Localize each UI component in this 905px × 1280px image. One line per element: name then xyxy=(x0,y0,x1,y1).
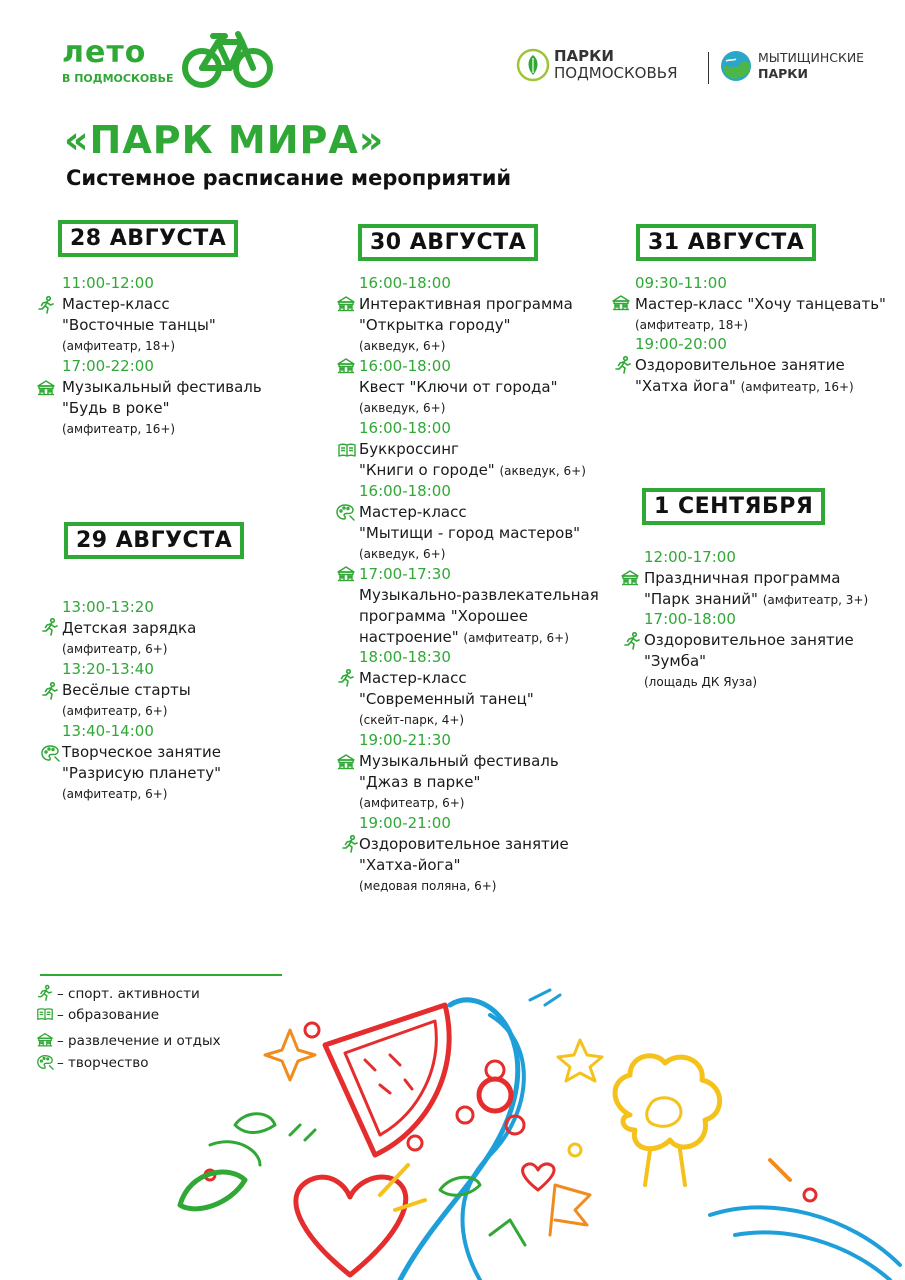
event-location: (амфитеатр, 6+) xyxy=(463,631,569,645)
sport-icon xyxy=(340,834,360,854)
sport-icon xyxy=(40,617,60,637)
date-header: 30 АВГУСТА xyxy=(358,224,538,261)
legend-item: – образование xyxy=(36,1005,159,1023)
event-title-line: Музыкально-развлекательная xyxy=(359,586,599,604)
sheep-icon xyxy=(615,1056,720,1149)
event-time: 16:00-18:00 xyxy=(359,482,451,500)
event-time: 18:00-18:30 xyxy=(359,648,451,666)
page-subtitle: Системное расписание мероприятий xyxy=(66,166,512,190)
date-header: 1 СЕНТЯБРЯ xyxy=(642,488,825,525)
event-title-line: Детская зарядка xyxy=(62,619,197,637)
leisure-icon xyxy=(620,568,640,588)
parks-logo-line1: ПАРКИ xyxy=(554,47,614,65)
event-title-line: "Разрисую планету" xyxy=(62,764,222,782)
event xyxy=(359,564,599,649)
leaf-emblem-icon xyxy=(516,48,550,82)
event-location: (акведук, 6+) xyxy=(359,401,446,415)
event-title-line: Мастер-класс xyxy=(359,503,467,521)
sport-icon xyxy=(40,681,60,701)
event-title-line: "Зумба" xyxy=(644,652,707,670)
event-location: (амфитеатр, 3+) xyxy=(762,593,869,607)
event-location: (амфитеатр, 6+) xyxy=(62,787,168,801)
legend-item: – развлечение и отдых xyxy=(36,1031,221,1049)
event-title-line: "Открытка городу" xyxy=(359,316,511,334)
brand-subtitle: В ПОДМОСКОВЬЕ xyxy=(62,72,174,85)
education-icon xyxy=(337,440,357,460)
globe-emblem-icon xyxy=(720,50,752,82)
event xyxy=(62,659,191,722)
event xyxy=(635,334,854,398)
leisure-icon xyxy=(336,356,356,376)
sport-icon xyxy=(36,984,54,1002)
red-circle-shape xyxy=(479,1079,511,1111)
event-location: (амфитеатр, 18+) xyxy=(62,339,176,353)
event-location: (амфитеатр, 6+) xyxy=(62,704,168,718)
event-title-line: "Будь в роке" xyxy=(62,399,170,417)
event-title-line: "Хатха йога" (амфитеатр, 16+) xyxy=(635,377,854,395)
event-time: 13:40-14:00 xyxy=(62,722,154,740)
event-location: (амфитеатр, 16+) xyxy=(62,422,176,436)
bicycle-icon xyxy=(180,28,275,90)
parks-logo-line2: ПОДМОСКОВЬЯ xyxy=(554,64,678,82)
event xyxy=(359,813,569,897)
event xyxy=(359,481,580,565)
decorative-summer-illustration xyxy=(150,985,905,1280)
sparkle-icon xyxy=(265,1030,315,1080)
event-title-line: Музыкальный фестиваль xyxy=(62,378,262,396)
event-title-line: Праздничная программа xyxy=(644,569,841,587)
summer-brand-logo xyxy=(62,35,174,85)
event xyxy=(62,721,221,805)
leisure-icon xyxy=(336,294,356,314)
event-title-line: Мастер-класс xyxy=(359,669,467,687)
event xyxy=(62,597,196,660)
event-location: (акведук, 6+) xyxy=(359,339,446,353)
event-title-line: "Книги о городе" (акведук, 6+) xyxy=(359,461,586,479)
event-location: (лощадь ДК Яуза) xyxy=(644,675,758,689)
flag-icon xyxy=(550,1185,590,1235)
legend-item: – творчество xyxy=(36,1053,148,1071)
event-title-line: Оздоровительное занятие xyxy=(635,356,845,374)
event-location: (акведук, 6+) xyxy=(359,547,446,561)
leisure-icon xyxy=(336,752,356,772)
event-title-line: Оздоровительное занятие xyxy=(359,835,569,853)
education-icon xyxy=(36,1005,54,1023)
legend-divider xyxy=(40,974,282,976)
event-location: (амфитеатр, 18+) xyxy=(635,318,749,332)
event-location: (акведук, 6+) xyxy=(499,464,586,478)
legend-item: – спорт. активности xyxy=(36,984,200,1002)
leisure-icon xyxy=(336,564,356,584)
event xyxy=(62,356,262,440)
event-time: 19:00-21:30 xyxy=(359,731,451,749)
mytishchi-logo-line2: ПАРКИ xyxy=(758,66,808,81)
logo-divider xyxy=(708,52,709,84)
event-title-line: "Парк знаний" (амфитеатр, 3+) xyxy=(644,590,869,608)
event-location: (медовая поляна, 6+) xyxy=(359,879,497,893)
event-time: 17:00-22:00 xyxy=(62,357,154,375)
blue-ribbon-shape xyxy=(400,1000,518,1280)
parks-podmoskovya-logo xyxy=(516,48,678,82)
event xyxy=(644,609,854,693)
date-header: 28 АВГУСТА xyxy=(58,220,238,257)
event-time: 09:30-11:00 xyxy=(635,274,727,292)
event-title-line: Оздоровительное занятие xyxy=(644,631,854,649)
event xyxy=(359,730,559,814)
event-title-line: Весёлые старты xyxy=(62,681,191,699)
sport-icon xyxy=(622,631,642,651)
event-location: (амфитеатр, 6+) xyxy=(359,796,465,810)
watermelon-slice-icon xyxy=(325,1005,449,1155)
event xyxy=(359,356,558,419)
brand-title: лето xyxy=(62,35,147,70)
event-title-line: "Мытищи - город мастеров" xyxy=(359,524,581,542)
event-location: (скейт-парк, 4+) xyxy=(359,713,465,727)
event-time: 11:00-12:00 xyxy=(62,274,154,292)
event-location: (амфитеатр, 6+) xyxy=(62,642,168,656)
event-title-line: настроение" (амфитеатр, 6+) xyxy=(359,628,569,646)
creativity-icon xyxy=(40,743,60,763)
event-time: 17:00-18:00 xyxy=(644,610,736,628)
event-title-line: "Хатха-йога" xyxy=(359,856,461,874)
star-icon xyxy=(558,1040,602,1081)
event xyxy=(359,418,586,482)
sport-icon xyxy=(36,295,56,315)
event-title-line: Музыкальный фестиваль xyxy=(359,752,559,770)
event-time: 13:00-13:20 xyxy=(62,598,154,616)
event-time: 16:00-18:00 xyxy=(359,274,451,292)
event-time: 17:00-17:30 xyxy=(359,565,451,583)
page-title: «ПАРК МИРА» xyxy=(64,118,385,162)
mytishchi-logo-line1: МЫТИЩИНСКИЕ xyxy=(758,50,865,65)
leisure-icon xyxy=(611,293,631,313)
date-header: 31 АВГУСТА xyxy=(636,224,816,261)
sport-icon xyxy=(613,355,633,375)
sport-icon xyxy=(336,668,356,688)
event-title-line: Творческое занятие xyxy=(62,743,221,761)
event-title-line: Интерактивная программа xyxy=(359,295,573,313)
event-title-line: Буккроссинг xyxy=(359,440,459,458)
leisure-icon xyxy=(36,378,56,398)
event-title-line: Мастер-класс xyxy=(62,295,170,313)
event-time: 16:00-18:00 xyxy=(359,357,451,375)
event-time: 19:00-21:00 xyxy=(359,814,451,832)
event-title-line: "Восточные танцы" xyxy=(62,316,216,334)
event-time: 16:00-18:00 xyxy=(359,419,451,437)
event-title-line: "Современный танец" xyxy=(359,690,534,708)
event-time: 13:20-13:40 xyxy=(62,660,154,678)
event-title-line: Мастер-класс "Хочу танцевать" xyxy=(635,295,886,313)
event-title-line: программа "Хорошее xyxy=(359,607,528,625)
mytishchi-parks-logo xyxy=(720,50,864,82)
leisure-icon xyxy=(36,1031,54,1049)
creativity-icon xyxy=(335,502,355,522)
heart-icon xyxy=(296,1177,406,1275)
event-title-line: Квест "Ключи от города" xyxy=(359,378,558,396)
event-time: 12:00-17:00 xyxy=(644,548,736,566)
event-time: 19:00-20:00 xyxy=(635,335,727,353)
event xyxy=(62,273,216,357)
date-header: 29 АВГУСТА xyxy=(64,522,244,559)
event xyxy=(359,647,534,731)
event xyxy=(359,273,573,357)
event xyxy=(635,273,886,336)
event-location: (амфитеатр, 16+) xyxy=(740,380,854,394)
event-title-line: "Джаз в парке" xyxy=(359,773,481,791)
event xyxy=(644,547,868,611)
creativity-icon xyxy=(36,1053,54,1071)
